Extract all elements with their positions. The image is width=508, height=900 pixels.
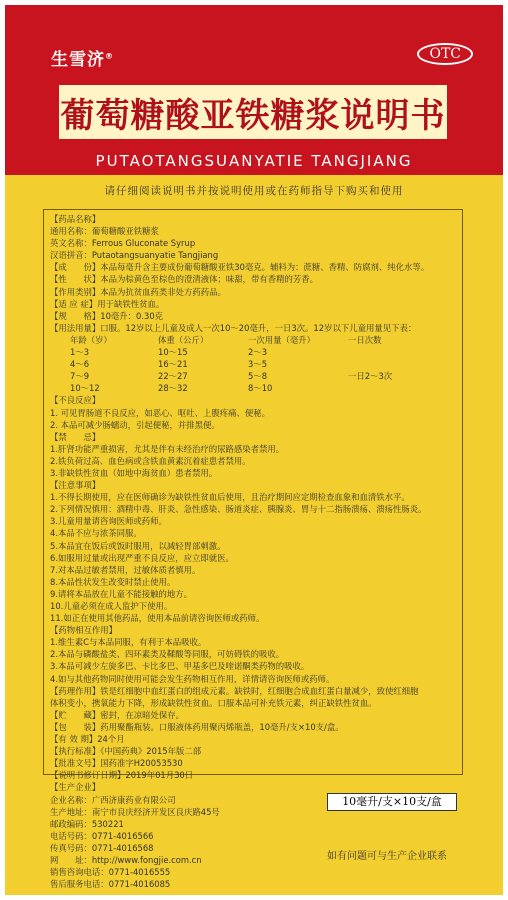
dosage-cell: 一日2～3次 [348, 371, 393, 382]
dosage-cell: 5～8 [248, 371, 268, 382]
text-line: 10.儿童必须在成人监护下使用。 [50, 601, 173, 611]
text-line: 8.本品性状发生改变时禁止使用。 [50, 576, 176, 587]
text-line: 2.下列情况慎用：酒精中毒、肝炎、急性感染、肠道炎症、胰腺炎、胃与十二指肠溃疡、溃疡性肠炎。 [50, 504, 427, 515]
dosage-cell: 16～21 [158, 359, 188, 370]
text-line: 7.对本品过敏者禁用，过敏体质者慎用。 [50, 564, 201, 575]
text-line: 6.如服用过量或出现严重不良反应，应立即就医。 [50, 552, 234, 563]
dosage-cell: 22～27 [158, 371, 188, 382]
text-line: 5.本品宜在饭后或饭时服用，以减轻胃部刺激。 [50, 540, 226, 551]
text-line: 3.非缺铁性贫血（如地中海贫血）患者禁用。 [50, 467, 218, 478]
text-line: 电话号码：0771-4016566 [50, 830, 154, 841]
text-line: 【规 格】10毫升：0.30克 [50, 310, 164, 321]
dosage-cell: 3～5 [248, 359, 268, 370]
text-line: 通用名称：葡萄糖酸亚铁糖浆 [50, 226, 159, 237]
footer-contact-note: 如有问题可与生产企业联系 [327, 851, 447, 862]
dosage-cell [348, 358, 440, 370]
usage-notice: 请仔细阅读说明书并按说明使用或在药师指导下购买和使用 [104, 185, 404, 197]
text-line: 【批准文号】国药准字H20053530 [50, 758, 183, 769]
text-line: 【不良反应】 [50, 395, 101, 406]
text-line: 【注意事项】 [50, 480, 101, 491]
product-title: 葡萄糖酸亚铁糖浆说明书 [60, 95, 446, 136]
text-line: 【有 效 期】24个月 [50, 734, 125, 745]
registered-mark: ® [105, 51, 114, 61]
text-line: 11.如正在使用其他药品，使用本品前请咨询医师或药师。 [50, 613, 265, 624]
dosage-cell: 7～9 [70, 371, 90, 382]
text-line: 【执行标准】《中国药典》2015年版二部 [50, 746, 202, 757]
text-line: 【药品名称】 [50, 214, 101, 224]
otc-badge: OTC [417, 43, 473, 65]
text-line: 【药理作用】铁是红细胞中血红蛋白的组成元素。缺铁时，红细胞合成血红蛋白量减少，致使红细胞 [50, 685, 419, 696]
dosage-header-cell: 一次用量（毫升） [248, 334, 315, 345]
text-line: 1.肝肾功能严重损害，尤其是伴有未经治疗的尿路感染者禁用。 [50, 443, 285, 454]
text-line: 【包 装】药用聚酯瓶装。口服液体药用聚丙烯瓶盖，10毫升/支×10支/盒。 [50, 721, 344, 732]
text-line: 4.如与其他药物同时使用可能会发生药物相互作用，详情请咨询医师或药师。 [50, 673, 335, 684]
dosage-header-cell: 年龄（岁） [70, 334, 112, 345]
insert-background [5, 5, 503, 895]
text-line: 【禁 忌】 [50, 431, 101, 442]
dosage-cell: 28～32 [158, 383, 188, 394]
section-top [50, 213, 456, 334]
text-line: 2.本品与磷酸盐类、四环素类及鞣酸等同服，可妨碍铁的吸收。 [50, 649, 285, 660]
dosage-cell: 2～3 [248, 347, 268, 358]
dosage-cell: 1～3 [70, 347, 90, 358]
text-line: 3.儿童用量请咨询医师或药师。 [50, 516, 167, 527]
text-line: 【适 应 症】用于缺铁性贫血。 [50, 298, 165, 309]
text-line: 网 址：http://www.fongjie.com.cn [50, 854, 202, 865]
dosage-cell: 4～6 [70, 359, 90, 370]
text-line: 【药物相互作用】 [50, 625, 117, 636]
text-line: 体积变小，携氧能力下降，形成缺铁性贫血。口服本品可补充铁元素，纠正缺铁性贫血。 [50, 697, 377, 708]
dosage-cell [348, 382, 440, 394]
dosage-cell: 8～10 [248, 383, 273, 394]
text-line: 1. 可见胃肠道不良反应，如恶心、呕吐、上腹疼痛、便秘。 [50, 407, 271, 418]
text-line: 2.铁负荷过高、血色病或含铁血黄素沉着症患者禁用。 [50, 455, 251, 466]
dosage-header-cell: 一日次数 [348, 334, 382, 345]
package-spec-label: 10毫升/支×10支/盒 [327, 793, 457, 811]
text-line: 1.维生素C与本品同服，有利于本品吸收。 [50, 637, 207, 648]
section-bottom [50, 394, 456, 890]
header-band [5, 5, 503, 175]
text-line: 【作用类别】本品为抗贫血药类非处方药药品。 [50, 286, 226, 297]
text-line: 售后服务电话：0771-4016085 [50, 879, 171, 890]
text-line: 英文名称：Ferrous Gluconate Syrup [50, 238, 196, 249]
text-line: 【生产企业】 [50, 782, 101, 793]
text-line: 传真号码：0771-4016568 [50, 842, 154, 853]
text-line: 【用法用量】口服。12岁以上儿童及成人一次10～20毫升，一日3次。12岁以下儿童用量见下表： [50, 322, 417, 333]
brand-name: 生雪济 [51, 50, 105, 70]
text-line: 4.本品不应与浓茶同服。 [50, 528, 142, 539]
dosage-cell [348, 346, 440, 358]
text-line: 【成 份】本品每毫升含主要成份葡萄糖酸亚铁30毫克。辅料为：蔗糖、香精、防腐剂、纯化水等。 [50, 262, 430, 273]
dosage-cell: 10～15 [158, 347, 188, 358]
text-line: 销售咨询电话：0771-4016555 [50, 867, 171, 878]
dosage-table [50, 334, 456, 394]
text-line: 邮政编码：530221 [50, 818, 124, 829]
text-line: 1.不得长期使用，应在医师确诊为缺铁性贫血后使用，且治疗期间应定期检查血象和血清铁水平。 [50, 492, 410, 503]
text-line: 【说明书修订日期】2019年01月30日 [50, 770, 194, 781]
title-box [57, 83, 449, 141]
text-line: 生产地址：南宁市良庆经济开发区良庆路45号 [50, 806, 220, 817]
text-line: 企业名称：广西济康药业有限公司 [50, 794, 176, 805]
text-line: 汉语拼音：Putaotangsuanyatie Tangjiang [50, 250, 219, 261]
text-line: 9.请将本品放在儿童不能接触的地方。 [50, 588, 192, 599]
text-line: 2. 本品可减少肠蠕动，引起便秘，并排黑便。 [50, 419, 220, 430]
dosage-header-cell: 体重（公斤） [158, 334, 209, 345]
brand-logo [51, 45, 114, 70]
text-line: 3.本品可减少左旋多巴、卡比多巴、甲基多巴及喹诺酮类药物的吸收。 [50, 661, 310, 672]
text-line: 【贮 藏】密封，在凉暗处保存。 [50, 709, 184, 720]
title-pinyin: PUTAOTANGSUANYATIE TANGJIANG [95, 152, 413, 170]
text-line: 【性 状】本品为棕黄色至棕色的澄清液体；味甜，带有香精的芳香。 [50, 274, 318, 285]
dosage-cell: 10～12 [70, 383, 100, 394]
